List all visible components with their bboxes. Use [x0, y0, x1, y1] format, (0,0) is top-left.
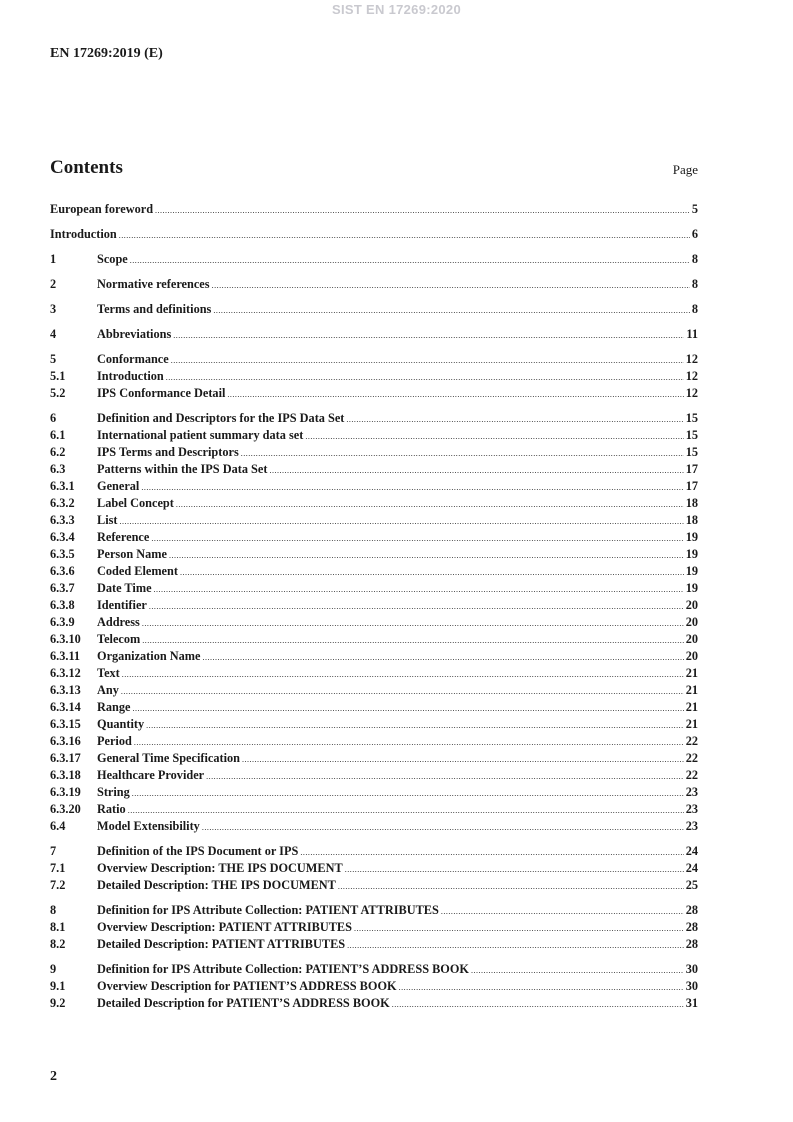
- toc-page-number: 15: [685, 445, 698, 459]
- toc-section-title: Definition for IPS Attribute Collection: PATIENT ATTRIBUTES: [97, 903, 439, 917]
- toc-section-title: Definition for IPS Attribute Collection: PATIENT’S ADDRESS BOOK: [97, 962, 469, 976]
- toc-section-number: 6.3.12: [50, 666, 81, 680]
- toc-page-number: 8: [691, 302, 698, 316]
- toc-section-title: Terms and definitions: [97, 302, 212, 316]
- toc-entry[interactable]: [50, 351, 698, 368]
- toc-dot-leader: [338, 878, 684, 895]
- toc-section-title: Text: [97, 666, 120, 680]
- toc-page-number: 24: [685, 861, 698, 875]
- toc-section-title: Patterns within the IPS Data Set: [97, 462, 268, 476]
- toc-section-title: IPS Conformance Detail: [97, 386, 226, 400]
- toc-entry[interactable]: [50, 410, 698, 427]
- toc-entry[interactable]: [50, 512, 698, 529]
- toc-dot-leader: [120, 513, 684, 530]
- toc-section-number: 9.2: [50, 996, 66, 1010]
- toc-page-number: 28: [685, 903, 698, 917]
- toc-dot-leader: [213, 302, 690, 319]
- toc-entry[interactable]: [50, 801, 698, 818]
- toc-section-number: 6: [50, 411, 57, 425]
- toc-entry[interactable]: [50, 614, 698, 631]
- toc-page-number: 28: [685, 920, 698, 934]
- toc-section-title: Normative references: [97, 277, 210, 291]
- toc-section-title: General: [97, 479, 140, 493]
- toc-dot-leader: [141, 479, 683, 496]
- toc-section-number: 6.3.5: [50, 547, 75, 561]
- toc-entry[interactable]: [50, 919, 698, 936]
- toc-entry[interactable]: [50, 631, 698, 648]
- toc-dot-leader: [119, 227, 690, 244]
- toc-page-number: 23: [685, 819, 698, 833]
- toc-section-number: 7.2: [50, 878, 66, 892]
- toc-page-number: 22: [685, 751, 698, 765]
- document-id: EN 17269:2019 (E): [50, 46, 163, 61]
- toc-section-number: 6.3.18: [50, 768, 81, 782]
- toc-page-number: 30: [685, 979, 698, 993]
- toc-dot-leader: [347, 937, 684, 954]
- toc-section-number: 5.2: [50, 386, 66, 400]
- table-of-contents: [50, 201, 698, 1012]
- toc-entry[interactable]: [50, 682, 698, 699]
- toc-section-title: Range: [97, 700, 131, 714]
- toc-section-number: 6.3.14: [50, 700, 81, 714]
- toc-page-number: 8: [691, 252, 698, 266]
- toc-dot-leader: [171, 352, 684, 369]
- toc-section-title: General Time Specification: [97, 751, 240, 765]
- toc-section-title: Model Extensibility: [97, 819, 200, 833]
- toc-entry[interactable]: [50, 818, 698, 835]
- toc-section-number: 8.2: [50, 937, 66, 951]
- toc-dot-leader: [345, 861, 684, 878]
- toc-entry[interactable]: [50, 529, 698, 546]
- toc-page-number: 31: [685, 996, 698, 1010]
- toc-section-title: Definition and Descriptors for the IPS Data Set: [97, 411, 345, 425]
- toc-page-number: 12: [685, 386, 698, 400]
- toc-dot-leader: [128, 802, 684, 819]
- toc-dot-leader: [471, 962, 684, 979]
- toc-section-number: 5.1: [50, 369, 66, 383]
- toc-dot-leader: [132, 700, 683, 717]
- page-column-label: Page: [672, 162, 698, 177]
- toc-section-title: Quantity: [97, 717, 145, 731]
- toc-section-number: 6.3.7: [50, 581, 75, 595]
- toc-section-number: 6.3.13: [50, 683, 81, 697]
- toc-dot-leader: [441, 903, 684, 920]
- toc-entry[interactable]: [50, 444, 698, 461]
- toc-entry[interactable]: [50, 699, 698, 716]
- toc-section-title: Overview Description: THE IPS DOCUMENT: [97, 861, 343, 875]
- toc-section-number: 7.1: [50, 861, 66, 875]
- toc-dot-leader: [146, 717, 684, 734]
- toc-dot-leader: [134, 734, 684, 751]
- toc-page-number: 23: [685, 802, 698, 816]
- toc-dot-leader: [392, 996, 684, 1013]
- toc-section-title: Definition of the IPS Document or IPS: [97, 844, 299, 858]
- toc-section-number: 6.3.3: [50, 513, 75, 527]
- toc-page-number: 21: [685, 717, 698, 731]
- toc-section-number: 6.3: [50, 462, 66, 476]
- toc-section-title: Coded Element: [97, 564, 178, 578]
- toc-section-title: Telecom: [97, 632, 141, 646]
- watermark: SIST EN 17269:2020: [332, 2, 461, 17]
- toc-section-title: Detailed Description for PATIENT’S ADDRESS BOOK: [97, 996, 390, 1010]
- toc-section-title: Label Concept: [97, 496, 174, 510]
- toc-entry[interactable]: [50, 427, 698, 444]
- toc-section-number: 6.3.2: [50, 496, 75, 510]
- toc-dot-leader: [242, 751, 684, 768]
- toc-section-number: 6.2: [50, 445, 66, 459]
- toc-page-number: 19: [685, 564, 698, 578]
- toc-dot-leader: [203, 649, 684, 666]
- toc-page-number: 5: [691, 202, 698, 216]
- toc-section-title: Overview Description for PATIENT’S ADDRESS BOOK: [97, 979, 397, 993]
- toc-entry[interactable]: [50, 843, 698, 860]
- toc-dot-leader: [130, 252, 690, 269]
- toc-dot-leader: [173, 327, 684, 344]
- toc-entry[interactable]: [50, 902, 698, 919]
- toc-section-number: 6.3.6: [50, 564, 75, 578]
- page-number: 2: [50, 1069, 57, 1084]
- toc-dot-leader: [354, 920, 684, 937]
- toc-page-number: 22: [685, 734, 698, 748]
- toc-section-number: 6.4: [50, 819, 66, 833]
- toc-entry[interactable]: [50, 978, 698, 995]
- toc-section-number: 6.3.19: [50, 785, 81, 799]
- toc-entry[interactable]: [50, 936, 698, 953]
- toc-dot-leader: [151, 530, 683, 547]
- toc-section-title: Reference: [97, 530, 150, 544]
- toc-entry[interactable]: [50, 326, 698, 343]
- toc-entry[interactable]: [50, 665, 698, 682]
- toc-page-number: 12: [685, 352, 698, 366]
- toc-page-number: 18: [685, 496, 698, 510]
- toc-page-number: 22: [685, 768, 698, 782]
- toc-entry[interactable]: [50, 961, 698, 978]
- toc-dot-leader: [241, 445, 684, 462]
- toc-page-number: 25: [685, 878, 698, 892]
- toc-entry[interactable]: [50, 368, 698, 385]
- toc-entry[interactable]: [50, 767, 698, 784]
- toc-dot-leader: [346, 411, 683, 428]
- toc-section-title: Detailed Description: THE IPS DOCUMENT: [97, 878, 336, 892]
- toc-section-number: 3: [50, 302, 57, 316]
- toc-page-number: 17: [685, 479, 698, 493]
- toc-dot-leader: [399, 979, 684, 996]
- toc-dot-leader: [269, 462, 683, 479]
- toc-section-number: 8.1: [50, 920, 66, 934]
- toc-section-title: List: [97, 513, 118, 527]
- toc-entry[interactable]: [50, 580, 698, 597]
- toc-section-title: Ratio: [97, 802, 126, 816]
- toc-entry[interactable]: [50, 750, 698, 767]
- toc-page-number: 19: [685, 581, 698, 595]
- contents-title: Contents: [50, 157, 123, 178]
- toc-page-number: 24: [685, 844, 698, 858]
- toc-dot-leader: [154, 581, 684, 598]
- toc-page-number: 30: [685, 962, 698, 976]
- toc-section-title: Healthcare Provider: [97, 768, 205, 782]
- toc-entry[interactable]: [50, 597, 698, 614]
- toc-entry[interactable]: [50, 478, 698, 495]
- toc-page-number: 11: [686, 327, 698, 341]
- toc-section-title: International patient summary data set: [97, 428, 304, 442]
- toc-entry[interactable]: [50, 385, 698, 402]
- toc-page-number: 20: [685, 615, 698, 629]
- toc-section-title: IPS Terms and Descriptors: [97, 445, 239, 459]
- toc-section-title: European foreword: [50, 202, 154, 216]
- toc-section-title: Detailed Description: PATIENT ATTRIBUTES: [97, 937, 346, 951]
- toc-section-title: Date Time: [97, 581, 152, 595]
- toc-section-number: 4: [50, 327, 57, 341]
- toc-page-number: 20: [685, 598, 698, 612]
- toc-section-title: Conformance: [97, 352, 169, 366]
- toc-page-number: 19: [685, 530, 698, 544]
- toc-entry[interactable]: [50, 860, 698, 877]
- toc-entry[interactable]: [50, 877, 698, 894]
- toc-section-number: 8: [50, 903, 57, 917]
- toc-page-number: 15: [685, 428, 698, 442]
- toc-page-number: 21: [685, 700, 698, 714]
- toc-section-title: Overview Description: PATIENT ATTRIBUTES: [97, 920, 352, 934]
- toc-dot-leader: [176, 496, 684, 513]
- toc-page-number: 28: [685, 937, 698, 951]
- toc-section-number: 6.3.15: [50, 717, 81, 731]
- toc-page-number: 6: [691, 227, 698, 241]
- toc-section-title: Person Name: [97, 547, 168, 561]
- toc-entry[interactable]: [50, 495, 698, 512]
- toc-section-title: Identifier: [97, 598, 147, 612]
- toc-entry[interactable]: [50, 301, 698, 318]
- toc-section-title: Introduction: [97, 369, 164, 383]
- toc-page-number: 19: [685, 547, 698, 561]
- toc-dot-leader: [169, 547, 684, 564]
- toc-entry[interactable]: [50, 251, 698, 268]
- toc-dot-leader: [166, 369, 684, 386]
- toc-dot-leader: [122, 666, 684, 683]
- toc-dot-leader: [227, 386, 683, 403]
- toc-dot-leader: [132, 785, 684, 802]
- toc-page-number: 20: [685, 649, 698, 663]
- toc-section-number: 6.3.1: [50, 479, 75, 493]
- toc-section-number: 6.3.17: [50, 751, 81, 765]
- toc-dot-leader: [212, 277, 690, 294]
- toc-dot-leader: [206, 768, 684, 785]
- toc-section-number: 6.3.9: [50, 615, 75, 629]
- toc-entry[interactable]: [50, 733, 698, 750]
- toc-page-number: 8: [691, 277, 698, 291]
- toc-section-title: Organization Name: [97, 649, 201, 663]
- toc-entry[interactable]: [50, 716, 698, 733]
- toc-dot-leader: [202, 819, 684, 836]
- toc-dot-leader: [305, 428, 683, 445]
- toc-page-number: 18: [685, 513, 698, 527]
- toc-section-number: 6.3.11: [50, 649, 81, 663]
- toc-section-title: String: [97, 785, 130, 799]
- toc-section-number: 9.1: [50, 979, 66, 993]
- toc-entry[interactable]: [50, 784, 698, 801]
- toc-dot-leader: [142, 615, 684, 632]
- toc-page-number: 12: [685, 369, 698, 383]
- toc-page-number: 21: [685, 683, 698, 697]
- toc-entry[interactable]: [50, 226, 698, 243]
- toc-dot-leader: [180, 564, 684, 581]
- toc-dot-leader: [155, 202, 690, 219]
- toc-section-number: 7: [50, 844, 57, 858]
- toc-section-number: 1: [50, 252, 57, 266]
- toc-page-number: 20: [685, 632, 698, 646]
- toc-section-title: Introduction: [50, 227, 117, 241]
- toc-page-number: 23: [685, 785, 698, 799]
- toc-section-title: Period: [97, 734, 132, 748]
- toc-entry[interactable]: [50, 563, 698, 580]
- toc-dot-leader: [149, 598, 684, 615]
- toc-page-number: 15: [685, 411, 698, 425]
- toc-page-number: 17: [685, 462, 698, 476]
- toc-section-number: 6.3.10: [50, 632, 81, 646]
- toc-section-number: 6.3.8: [50, 598, 75, 612]
- toc-entry[interactable]: [50, 546, 698, 563]
- toc-page-number: 21: [685, 666, 698, 680]
- toc-entry[interactable]: [50, 648, 698, 665]
- toc-entry[interactable]: [50, 995, 698, 1012]
- toc-section-number: 6.3.16: [50, 734, 81, 748]
- toc-entry[interactable]: [50, 461, 698, 478]
- toc-dot-leader: [121, 683, 684, 700]
- toc-section-number: 6.3.20: [50, 802, 81, 816]
- toc-section-number: 5: [50, 352, 57, 366]
- toc-section-title: Abbreviations: [97, 327, 172, 341]
- toc-dot-leader: [300, 844, 683, 861]
- toc-section-title: Address: [97, 615, 140, 629]
- toc-section-number: 2: [50, 277, 57, 291]
- toc-entry[interactable]: [50, 276, 698, 293]
- toc-section-number: 6.3.4: [50, 530, 75, 544]
- toc-section-title: Scope: [97, 252, 128, 266]
- toc-section-number: 9: [50, 962, 57, 976]
- toc-dot-leader: [142, 632, 683, 649]
- toc-section-number: 6.1: [50, 428, 66, 442]
- toc-section-title: Any: [97, 683, 119, 697]
- toc-entry[interactable]: [50, 201, 698, 218]
